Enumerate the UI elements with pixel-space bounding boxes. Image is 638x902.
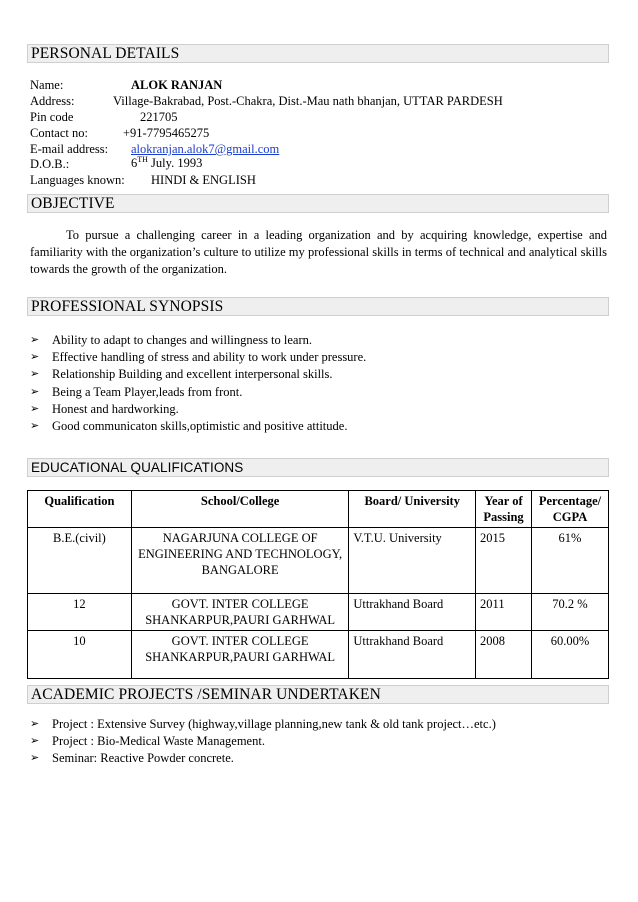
personal-details-heading: PERSONAL DETAILS [27,44,609,63]
languages-label: Languages known: [30,173,125,187]
cell-school: NAGARJUNA COLLEGE OF ENGINEERING AND TECHNOLOGY, BANGALORE [131,528,349,594]
synopsis-item-text: Ability to adapt to changes and willingness to learn. [52,333,313,347]
table-header-row [28,491,609,528]
projects-list [30,716,496,768]
arrow-bullet-icon: ➢ [30,718,40,730]
dob-label: D.O.B.: [30,157,70,171]
header-year: Year of Passing [476,491,532,528]
contact-value: +91-7795465275 [123,126,210,140]
list-item [30,716,496,733]
list-item [30,366,366,383]
table-row [28,631,609,679]
cell-year: 2015 [476,528,532,594]
header-school: School/College [131,491,349,528]
dob-day: 6 [131,156,138,170]
project-item-text: Project : Extensive Survey (highway,village planning,new tank & old tank project…etc.) [52,717,496,731]
header-qualification: Qualification [28,491,132,528]
cell-percentage: 61% [532,528,609,594]
academic-projects-heading: ACADEMIC PROJECTS /SEMINAR UNDERTAKEN [27,685,609,704]
cell-board: Uttrakhand Board [349,594,476,631]
table-row [28,528,609,594]
dob-suffix: TH [137,154,148,164]
arrow-bullet-icon: ➢ [30,419,40,432]
address-value: Village-Bakrabad, Post.-Chakra, Dist.-Mau nath bhanjan, UTTAR PARDESH [113,94,503,108]
cell-qualification: B.E.(civil) [28,528,132,594]
name-label: Name: [30,78,64,92]
arrow-bullet-icon: ➢ [30,368,40,381]
project-item-text: Seminar: Reactive Powder concrete. [52,751,234,766]
arrow-bullet-icon: ➢ [30,402,40,415]
educational-qualifications-heading: EDUCATIONAL QUALIFICATIONS [27,458,609,477]
name-value: ALOK RANJAN [131,78,223,92]
synopsis-item-text: Good communicaton skills,optimistic and positive attitude. [52,418,348,433]
professional-synopsis-heading: PROFESSIONAL SYNOPSIS [27,297,609,316]
cell-year: 2011 [476,594,532,631]
cell-school: GOVT. INTER COLLEGE SHANKARPUR,PAURI GARHWAL [131,594,349,631]
arrow-bullet-icon: ➢ [30,334,40,346]
address-label: Address: [30,94,75,108]
cell-qualification: 12 [28,594,132,631]
synopsis-item-text: Effective handling of stress and ability to work under pressure. [52,350,367,365]
objective-text: To pursue a challenging career in a leading organization and by acquiring knowledge, expertise and familiarity with the organization’s culture to utilize my professional skills in terms of technical and analytical skills towards the growth of the organization. [30,228,607,276]
cell-year: 2008 [476,631,532,679]
cell-board: V.T.U. University [349,528,476,594]
education-table [27,490,609,679]
synopsis-item-text: Being a Team Player,leads from front. [52,384,243,399]
languages-value: HINDI & ENGLISH [151,173,256,187]
project-item-text: Project : Bio-Medical Waste Management. [52,734,265,749]
cell-percentage: 60.00% [532,631,609,679]
dob-rest: July. 1993 [147,156,203,170]
cell-school: GOVT. INTER COLLEGE SHANKARPUR,PAURI GARHWAL [131,631,349,679]
cell-qualification: 10 [28,631,132,679]
list-item [30,401,366,418]
header-percentage: Percentage/ CGPA [532,491,609,528]
email-label: E-mail address: [30,142,109,156]
list-item [30,418,366,435]
cell-board: Uttrakhand Board [349,631,476,679]
pin-value: 221705 [140,110,178,124]
synopsis-list [30,332,366,435]
pin-label: Pin code [30,110,74,124]
table-row [28,594,609,631]
list-item [30,349,366,366]
list-item [30,733,496,750]
arrow-bullet-icon: ➢ [30,752,40,765]
cell-percentage: 70.2 % [532,594,609,631]
objective-heading: OBJECTIVE [27,194,609,213]
dob-value [131,155,202,171]
synopsis-item-text: Relationship Building and excellent interpersonal skills. [52,367,333,382]
arrow-bullet-icon: ➢ [30,385,40,398]
list-item [30,332,366,349]
list-item [30,750,496,767]
email-link[interactable]: alokranjan.alok7@gmail.com [131,142,280,156]
arrow-bullet-icon: ➢ [30,735,40,748]
arrow-bullet-icon: ➢ [30,351,40,364]
contact-label: Contact no: [30,126,88,140]
list-item [30,384,366,401]
header-board: Board/ University [349,491,476,528]
synopsis-item-text: Honest and hardworking. [52,401,179,416]
